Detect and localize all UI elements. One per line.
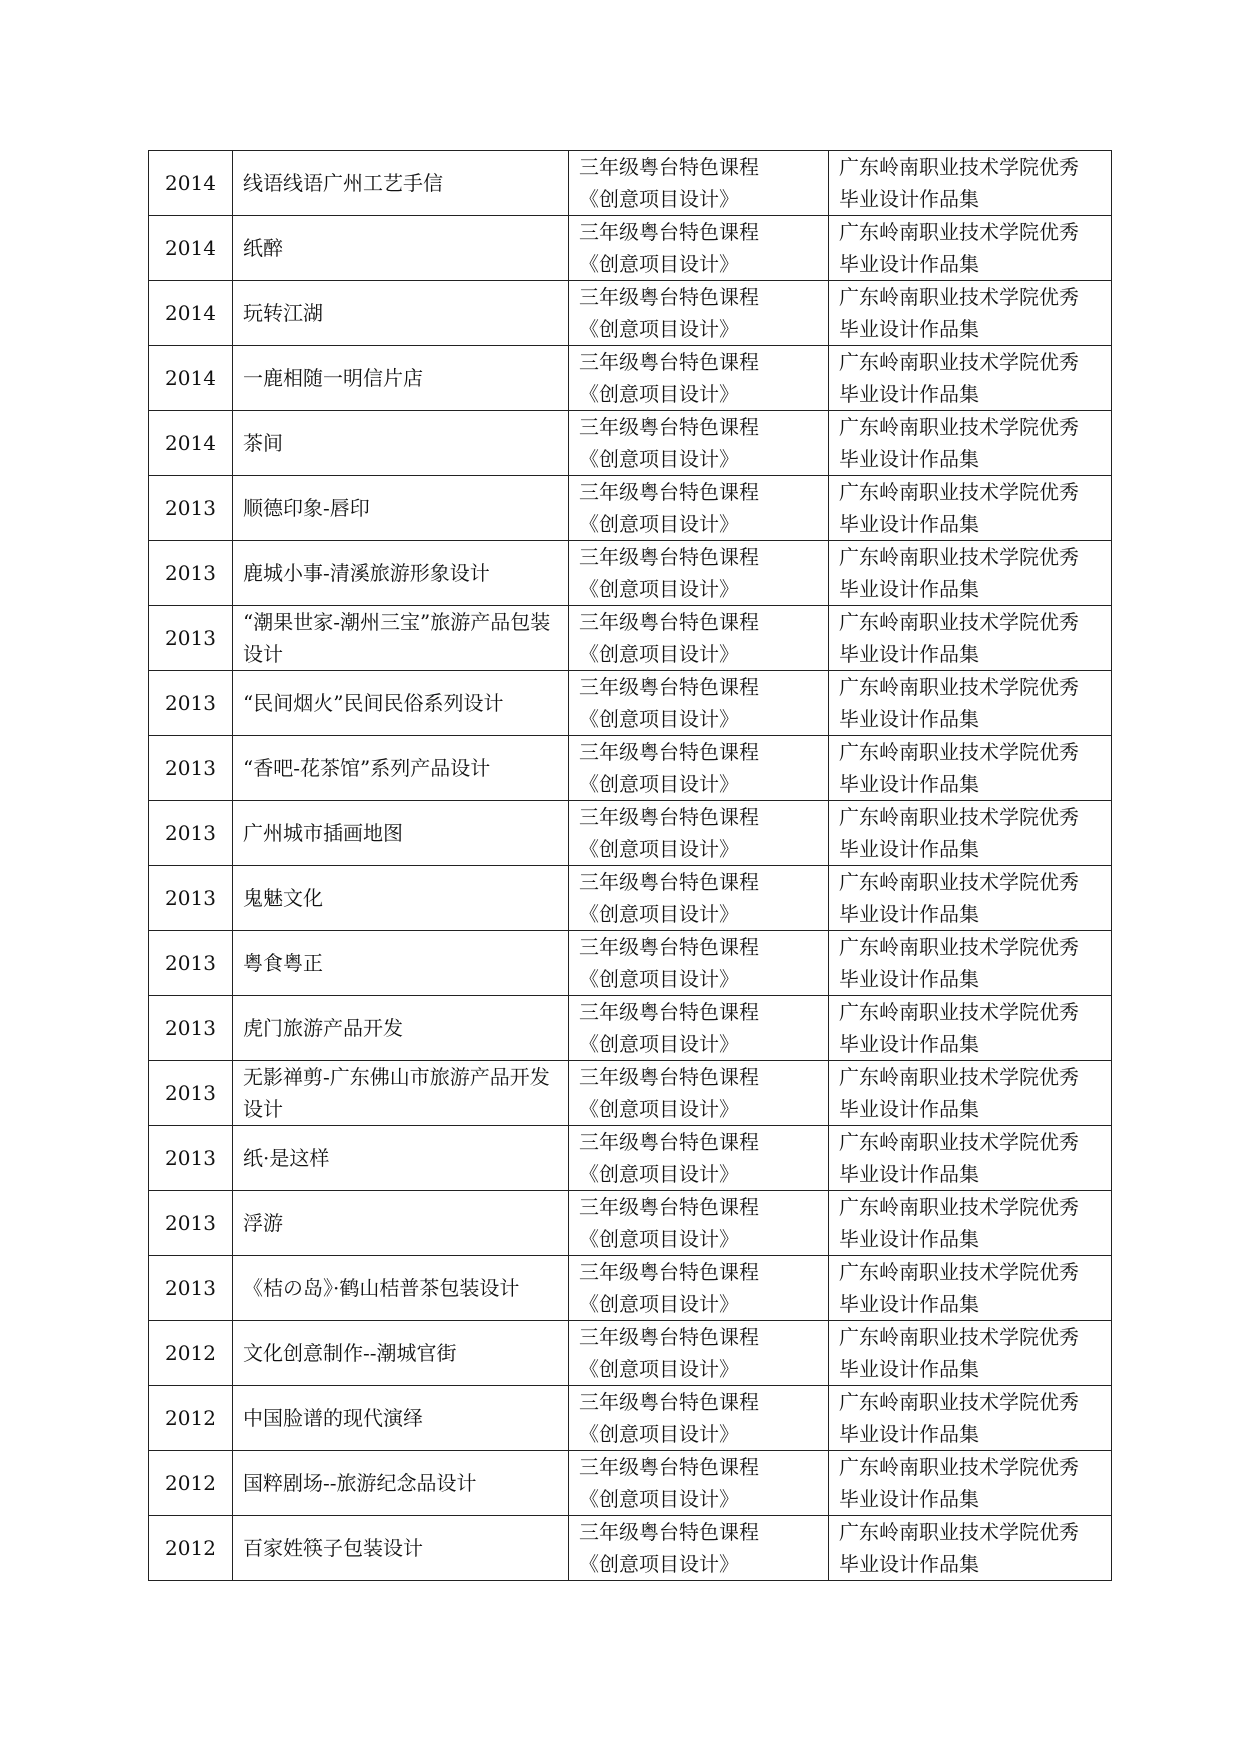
publication-cell bbox=[829, 1256, 1112, 1321]
publication-text: 毕业设计作品集 bbox=[839, 902, 979, 926]
table-row bbox=[149, 476, 1112, 541]
course-cell bbox=[569, 281, 829, 346]
publication-text: 毕业设计作品集 bbox=[839, 1227, 979, 1251]
work-title: 线语线语广州工艺手信 bbox=[243, 171, 443, 195]
publication-cell bbox=[829, 1386, 1112, 1451]
course-cell bbox=[569, 1126, 829, 1191]
publication-text: 广东岭南职业技术学院优秀 bbox=[839, 935, 1079, 959]
work-title: 鬼魅文化 bbox=[243, 886, 323, 910]
publication-text: 广东岭南职业技术学院优秀 bbox=[839, 155, 1079, 179]
course-cell bbox=[569, 801, 829, 866]
course-text: 《创意项目设计》 bbox=[579, 1292, 739, 1316]
course-text: 《创意项目设计》 bbox=[579, 577, 739, 601]
course-text: 三年级粤台特色课程 bbox=[579, 220, 759, 244]
year-cell: 2014 bbox=[149, 346, 233, 411]
course-text: 三年级粤台特色课程 bbox=[579, 350, 759, 374]
publication-text: 广东岭南职业技术学院优秀 bbox=[839, 1520, 1079, 1544]
table-row bbox=[149, 1061, 1112, 1126]
title-cell bbox=[233, 281, 569, 346]
year-cell: 2013 bbox=[149, 931, 233, 996]
course-text: 三年级粤台特色课程 bbox=[579, 740, 759, 764]
publication-cell bbox=[829, 1451, 1112, 1516]
publication-text: 毕业设计作品集 bbox=[839, 1552, 979, 1576]
publication-text: 广东岭南职业技术学院优秀 bbox=[839, 285, 1079, 309]
publication-text: 毕业设计作品集 bbox=[839, 512, 979, 536]
title-cell bbox=[233, 1256, 569, 1321]
publication-text: 广东岭南职业技术学院优秀 bbox=[839, 1455, 1079, 1479]
course-text: 三年级粤台特色课程 bbox=[579, 935, 759, 959]
course-cell bbox=[569, 996, 829, 1061]
table-row bbox=[149, 281, 1112, 346]
work-title: 文化创意制作--潮城官街 bbox=[243, 1341, 457, 1365]
publication-cell bbox=[829, 736, 1112, 801]
publication-text: 广东岭南职业技术学院优秀 bbox=[839, 220, 1079, 244]
work-title: 纸·是这样 bbox=[243, 1146, 330, 1170]
publication-text: 广东岭南职业技术学院优秀 bbox=[839, 1325, 1079, 1349]
table-row bbox=[149, 541, 1112, 606]
publication-text: 广东岭南职业技术学院优秀 bbox=[839, 1130, 1079, 1154]
publication-text: 毕业设计作品集 bbox=[839, 1422, 979, 1446]
year-cell: 2012 bbox=[149, 1451, 233, 1516]
title-cell bbox=[233, 411, 569, 476]
publication-text: 广东岭南职业技术学院优秀 bbox=[839, 350, 1079, 374]
table-row bbox=[149, 1256, 1112, 1321]
publication-text: 广东岭南职业技术学院优秀 bbox=[839, 1195, 1079, 1219]
course-cell bbox=[569, 736, 829, 801]
year-cell: 2013 bbox=[149, 476, 233, 541]
course-text: 三年级粤台特色课程 bbox=[579, 1065, 759, 1089]
table-row bbox=[149, 1126, 1112, 1191]
work-title: 茶间 bbox=[243, 431, 283, 455]
publication-text: 广东岭南职业技术学院优秀 bbox=[839, 805, 1079, 829]
course-text: 《创意项目设计》 bbox=[579, 1487, 739, 1511]
publication-cell bbox=[829, 1321, 1112, 1386]
course-cell bbox=[569, 671, 829, 736]
table-row bbox=[149, 1386, 1112, 1451]
work-title: 无影禅剪-广东佛山市旅游产品开发设计 bbox=[243, 1065, 550, 1121]
course-text: 《创意项目设计》 bbox=[579, 967, 739, 991]
year-cell: 2013 bbox=[149, 1126, 233, 1191]
table-row bbox=[149, 996, 1112, 1061]
course-text: 三年级粤台特色课程 bbox=[579, 1390, 759, 1414]
work-title: 纸醉 bbox=[243, 236, 283, 260]
course-text: 《创意项目设计》 bbox=[579, 707, 739, 731]
course-cell bbox=[569, 606, 829, 671]
work-title: 玩转江湖 bbox=[243, 301, 323, 325]
table-row bbox=[149, 346, 1112, 411]
course-text: 三年级粤台特色课程 bbox=[579, 415, 759, 439]
course-text: 三年级粤台特色课程 bbox=[579, 610, 759, 634]
title-cell bbox=[233, 1191, 569, 1256]
year-cell: 2013 bbox=[149, 801, 233, 866]
publication-text: 广东岭南职业技术学院优秀 bbox=[839, 1065, 1079, 1089]
title-cell bbox=[233, 216, 569, 281]
works-table-body bbox=[149, 151, 1112, 1581]
course-cell bbox=[569, 216, 829, 281]
course-cell bbox=[569, 476, 829, 541]
work-title: 百家姓筷子包装设计 bbox=[243, 1536, 423, 1560]
course-text: 《创意项目设计》 bbox=[579, 1097, 739, 1121]
year-cell: 2013 bbox=[149, 996, 233, 1061]
publication-text: 广东岭南职业技术学院优秀 bbox=[839, 1390, 1079, 1414]
publication-text: 毕业设计作品集 bbox=[839, 837, 979, 861]
publication-text: 广东岭南职业技术学院优秀 bbox=[839, 740, 1079, 764]
title-cell bbox=[233, 1516, 569, 1581]
table-row bbox=[149, 736, 1112, 801]
course-text: 三年级粤台特色课程 bbox=[579, 805, 759, 829]
course-text: 三年级粤台特色课程 bbox=[579, 1000, 759, 1024]
title-cell bbox=[233, 151, 569, 216]
course-cell bbox=[569, 411, 829, 476]
course-text: 《创意项目设计》 bbox=[579, 1357, 739, 1381]
publication-text: 毕业设计作品集 bbox=[839, 967, 979, 991]
title-cell bbox=[233, 996, 569, 1061]
publication-text: 毕业设计作品集 bbox=[839, 1097, 979, 1121]
year-cell: 2014 bbox=[149, 216, 233, 281]
year-cell: 2013 bbox=[149, 541, 233, 606]
publication-text: 广东岭南职业技术学院优秀 bbox=[839, 1260, 1079, 1284]
title-cell bbox=[233, 736, 569, 801]
title-cell bbox=[233, 671, 569, 736]
title-cell bbox=[233, 346, 569, 411]
work-title: 国粹剧场--旅游纪念品设计 bbox=[243, 1471, 477, 1495]
year-cell: 2012 bbox=[149, 1321, 233, 1386]
publication-cell bbox=[829, 476, 1112, 541]
title-cell bbox=[233, 1061, 569, 1126]
title-cell bbox=[233, 1386, 569, 1451]
course-text: 三年级粤台特色课程 bbox=[579, 285, 759, 309]
publication-cell bbox=[829, 216, 1112, 281]
publication-text: 毕业设计作品集 bbox=[839, 447, 979, 471]
year-cell: 2013 bbox=[149, 671, 233, 736]
course-cell bbox=[569, 1516, 829, 1581]
publication-text: 广东岭南职业技术学院优秀 bbox=[839, 610, 1079, 634]
course-text: 三年级粤台特色课程 bbox=[579, 1520, 759, 1544]
publication-text: 毕业设计作品集 bbox=[839, 382, 979, 406]
course-cell bbox=[569, 1061, 829, 1126]
course-text: 《创意项目设计》 bbox=[579, 382, 739, 406]
work-title: 中国脸谱的现代演绎 bbox=[243, 1406, 423, 1430]
work-title: 广州城市插画地图 bbox=[243, 821, 403, 845]
course-cell bbox=[569, 1451, 829, 1516]
publication-cell bbox=[829, 151, 1112, 216]
publication-text: 毕业设计作品集 bbox=[839, 1357, 979, 1381]
publication-text: 毕业设计作品集 bbox=[839, 1162, 979, 1186]
publication-cell bbox=[829, 1191, 1112, 1256]
table-row bbox=[149, 1191, 1112, 1256]
publication-text: 毕业设计作品集 bbox=[839, 187, 979, 211]
publication-text: 毕业设计作品集 bbox=[839, 1292, 979, 1316]
table-row bbox=[149, 866, 1112, 931]
title-cell bbox=[233, 1126, 569, 1191]
course-cell bbox=[569, 1256, 829, 1321]
course-text: 《创意项目设计》 bbox=[579, 902, 739, 926]
work-title: 浮游 bbox=[243, 1211, 283, 1235]
table-row bbox=[149, 411, 1112, 476]
work-title: 粤食粤正 bbox=[243, 951, 323, 975]
year-cell: 2013 bbox=[149, 606, 233, 671]
publication-text: 广东岭南职业技术学院优秀 bbox=[839, 415, 1079, 439]
work-title: 鹿城小事-清溪旅游形象设计 bbox=[243, 561, 490, 585]
publication-text: 广东岭南职业技术学院优秀 bbox=[839, 1000, 1079, 1024]
publication-cell bbox=[829, 541, 1112, 606]
publication-cell bbox=[829, 996, 1112, 1061]
course-cell bbox=[569, 541, 829, 606]
course-text: 三年级粤台特色课程 bbox=[579, 1260, 759, 1284]
table-row bbox=[149, 801, 1112, 866]
table-row bbox=[149, 671, 1112, 736]
course-text: 三年级粤台特色课程 bbox=[579, 870, 759, 894]
course-text: 三年级粤台特色课程 bbox=[579, 1325, 759, 1349]
publication-cell bbox=[829, 866, 1112, 931]
publication-cell bbox=[829, 411, 1112, 476]
table-row bbox=[149, 931, 1112, 996]
year-cell: 2013 bbox=[149, 1061, 233, 1126]
title-cell bbox=[233, 1451, 569, 1516]
year-cell: 2012 bbox=[149, 1386, 233, 1451]
course-text: 三年级粤台特色课程 bbox=[579, 1195, 759, 1219]
course-text: 《创意项目设计》 bbox=[579, 187, 739, 211]
work-title: 顺德印象-唇印 bbox=[243, 496, 370, 520]
work-title: 一鹿相随一明信片店 bbox=[243, 366, 423, 390]
title-cell bbox=[233, 866, 569, 931]
title-cell bbox=[233, 931, 569, 996]
year-cell: 2013 bbox=[149, 1191, 233, 1256]
publication-text: 广东岭南职业技术学院优秀 bbox=[839, 545, 1079, 569]
course-cell bbox=[569, 151, 829, 216]
publication-text: 毕业设计作品集 bbox=[839, 252, 979, 276]
course-cell bbox=[569, 1386, 829, 1451]
publication-cell bbox=[829, 931, 1112, 996]
publication-cell bbox=[829, 606, 1112, 671]
publication-cell bbox=[829, 281, 1112, 346]
course-text: 《创意项目设计》 bbox=[579, 1552, 739, 1576]
course-text: 《创意项目设计》 bbox=[579, 1422, 739, 1446]
course-text: 三年级粤台特色课程 bbox=[579, 480, 759, 504]
work-title: “潮果世家-潮州三宝”旅游产品包装设计 bbox=[243, 610, 551, 666]
publication-cell bbox=[829, 801, 1112, 866]
course-text: 《创意项目设计》 bbox=[579, 512, 739, 536]
works-table bbox=[148, 150, 1112, 1581]
year-cell: 2014 bbox=[149, 411, 233, 476]
course-text: 《创意项目设计》 bbox=[579, 1032, 739, 1056]
work-title: 虎门旅游产品开发 bbox=[243, 1016, 403, 1040]
work-title: “香吧-花茶馆”系列产品设计 bbox=[243, 756, 491, 780]
table-row bbox=[149, 606, 1112, 671]
course-text: 三年级粤台特色课程 bbox=[579, 1455, 759, 1479]
course-text: 三年级粤台特色课程 bbox=[579, 545, 759, 569]
course-text: 《创意项目设计》 bbox=[579, 252, 739, 276]
publication-text: 广东岭南职业技术学院优秀 bbox=[839, 870, 1079, 894]
year-cell: 2013 bbox=[149, 866, 233, 931]
publication-cell bbox=[829, 346, 1112, 411]
title-cell bbox=[233, 1321, 569, 1386]
course-text: 《创意项目设计》 bbox=[579, 317, 739, 341]
course-text: 《创意项目设计》 bbox=[579, 447, 739, 471]
year-cell: 2014 bbox=[149, 151, 233, 216]
course-text: 《创意项目设计》 bbox=[579, 642, 739, 666]
year-cell: 2013 bbox=[149, 736, 233, 801]
table-row bbox=[149, 1516, 1112, 1581]
publication-text: 毕业设计作品集 bbox=[839, 577, 979, 601]
year-cell: 2013 bbox=[149, 1256, 233, 1321]
table-row bbox=[149, 1451, 1112, 1516]
course-text: 三年级粤台特色课程 bbox=[579, 155, 759, 179]
table-row bbox=[149, 1321, 1112, 1386]
publication-cell bbox=[829, 671, 1112, 736]
course-text: 三年级粤台特色课程 bbox=[579, 1130, 759, 1154]
publication-cell bbox=[829, 1516, 1112, 1581]
course-text: 《创意项目设计》 bbox=[579, 772, 739, 796]
course-text: 《创意项目设计》 bbox=[579, 837, 739, 861]
work-title: 《桔の岛》·鹤山桔普茶包装设计 bbox=[243, 1276, 520, 1300]
publication-text: 毕业设计作品集 bbox=[839, 772, 979, 796]
course-cell bbox=[569, 1191, 829, 1256]
publication-text: 毕业设计作品集 bbox=[839, 642, 979, 666]
work-title: “民间烟火”民间民俗系列设计 bbox=[243, 691, 504, 715]
course-cell bbox=[569, 346, 829, 411]
course-cell bbox=[569, 931, 829, 996]
publication-cell bbox=[829, 1061, 1112, 1126]
publication-text: 毕业设计作品集 bbox=[839, 1032, 979, 1056]
year-cell: 2012 bbox=[149, 1516, 233, 1581]
title-cell bbox=[233, 801, 569, 866]
year-cell: 2014 bbox=[149, 281, 233, 346]
course-cell bbox=[569, 1321, 829, 1386]
publication-text: 广东岭南职业技术学院优秀 bbox=[839, 675, 1079, 699]
publication-text: 毕业设计作品集 bbox=[839, 707, 979, 731]
course-text: 三年级粤台特色课程 bbox=[579, 675, 759, 699]
course-cell bbox=[569, 866, 829, 931]
course-text: 《创意项目设计》 bbox=[579, 1227, 739, 1251]
table-row bbox=[149, 216, 1112, 281]
publication-text: 毕业设计作品集 bbox=[839, 317, 979, 341]
publication-cell bbox=[829, 1126, 1112, 1191]
course-text: 《创意项目设计》 bbox=[579, 1162, 739, 1186]
title-cell bbox=[233, 476, 569, 541]
publication-text: 广东岭南职业技术学院优秀 bbox=[839, 480, 1079, 504]
table-row bbox=[149, 151, 1112, 216]
title-cell bbox=[233, 606, 569, 671]
title-cell bbox=[233, 541, 569, 606]
publication-text: 毕业设计作品集 bbox=[839, 1487, 979, 1511]
